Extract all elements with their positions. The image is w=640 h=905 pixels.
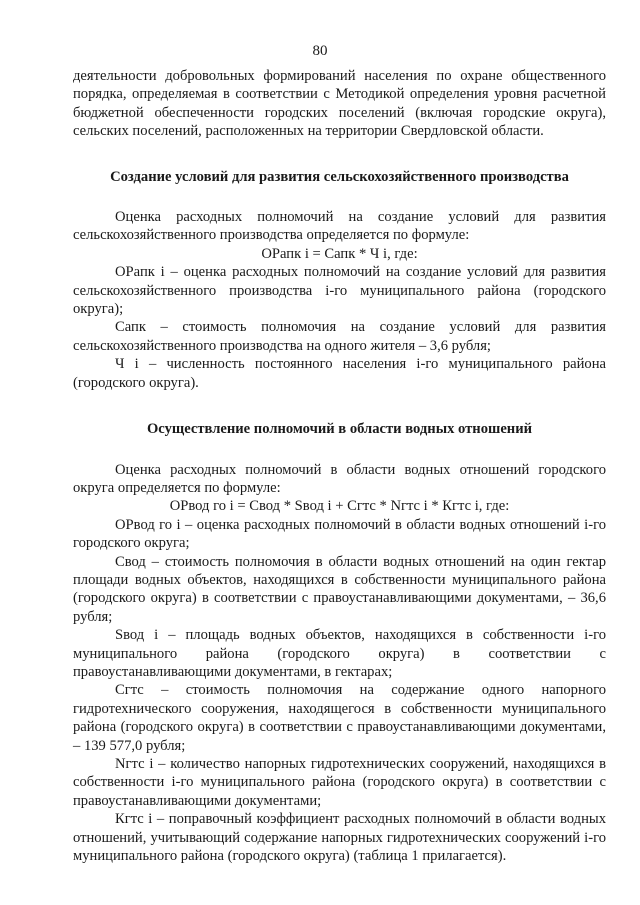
section2-formula: ОРвод го i = Свод * Sвод i + Сгтс * Nгтс i * Кгтс i, где:: [169, 498, 510, 515]
section2-def-s-vod: Sвод i – площадь водных объектов, находящихся в собственности i-го муниципального района (городского округа) в соответствии с правоустанавливающими документами, в гектарах;: [73, 627, 606, 680]
section2-def-kgts: Кгтс i – поправочный коэффициент расходных полномочий в области водных отношений, учитывающий содержание напорных гидротехнических сооружений i-го муниципального района (городского округа) (таблица 1 прилагается).: [73, 811, 606, 865]
intro-paragraph: деятельности добровольных формирований населения по охране общественного порядка, определяемая в соответствии с Методикой определения уровня расчетной бюджетной обеспеченности городских поселений (включая городские округа), сельских поселений, расположенных на территории Свердловской области.: [73, 68, 606, 140]
page-number: 80: [312, 43, 328, 59]
section2-def-sgts: Сгтс – стоимость полномочия на содержание одного напорного гидротехнического сооружения, находящегося в собственности муниципального района (городского округа) в соответствии с правоустанавливающими документами, – 139 577,0 рубля;: [73, 682, 606, 754]
section1-heading: Создание условий для развития сельскохозяйственного производства: [110, 168, 569, 185]
section2-lead: Оценка расходных полномочий в области водных отношений городского округа определяется по формуле:: [73, 461, 606, 496]
section1-def-ch: Ч i – численность постоянного населения i-го муниципального района (городского округа).: [73, 356, 606, 391]
section2-def-ngts: Nгтс i – количество напорных гидротехнических сооружений, находящихся в собственности i-го муниципального района (городского округа) в соответствии с правоустанавливающими документами;: [73, 756, 606, 809]
page-content: [73, 67, 606, 865]
section1-def-sapk: Сапк – стоимость полномочия на создание условий для развития сельскохозяйственного производства на одного жителя – 3,6 рубля;: [73, 319, 606, 354]
section2-heading: Осуществление полномочий в области водных отношений: [146, 421, 533, 438]
section1-def-orapk: ОРапк i – оценка расходных полномочий на создание условий для развития сельскохозяйственного производства i-го муниципального района (городского округа);: [73, 264, 606, 318]
section2-def-svod: Свод – стоимость полномочия в области водных отношений на один гектар площади водных объектов, находящихся в собственности муниципального района (городского округа) в соответствии с правоустанавливающими документами, – 36,6 рубля;: [73, 553, 606, 625]
section2-def-orvod: ОРвод го i – оценка расходных полномочий в области водных отношений i-го городского округа;: [73, 516, 606, 552]
section1-formula: ОРапк i = Сапк * Ч i, где:: [261, 245, 418, 262]
section1-lead: Оценка расходных полномочий на создание условий для развития сельскохозяйственного производства определяется по формуле:: [73, 209, 606, 244]
